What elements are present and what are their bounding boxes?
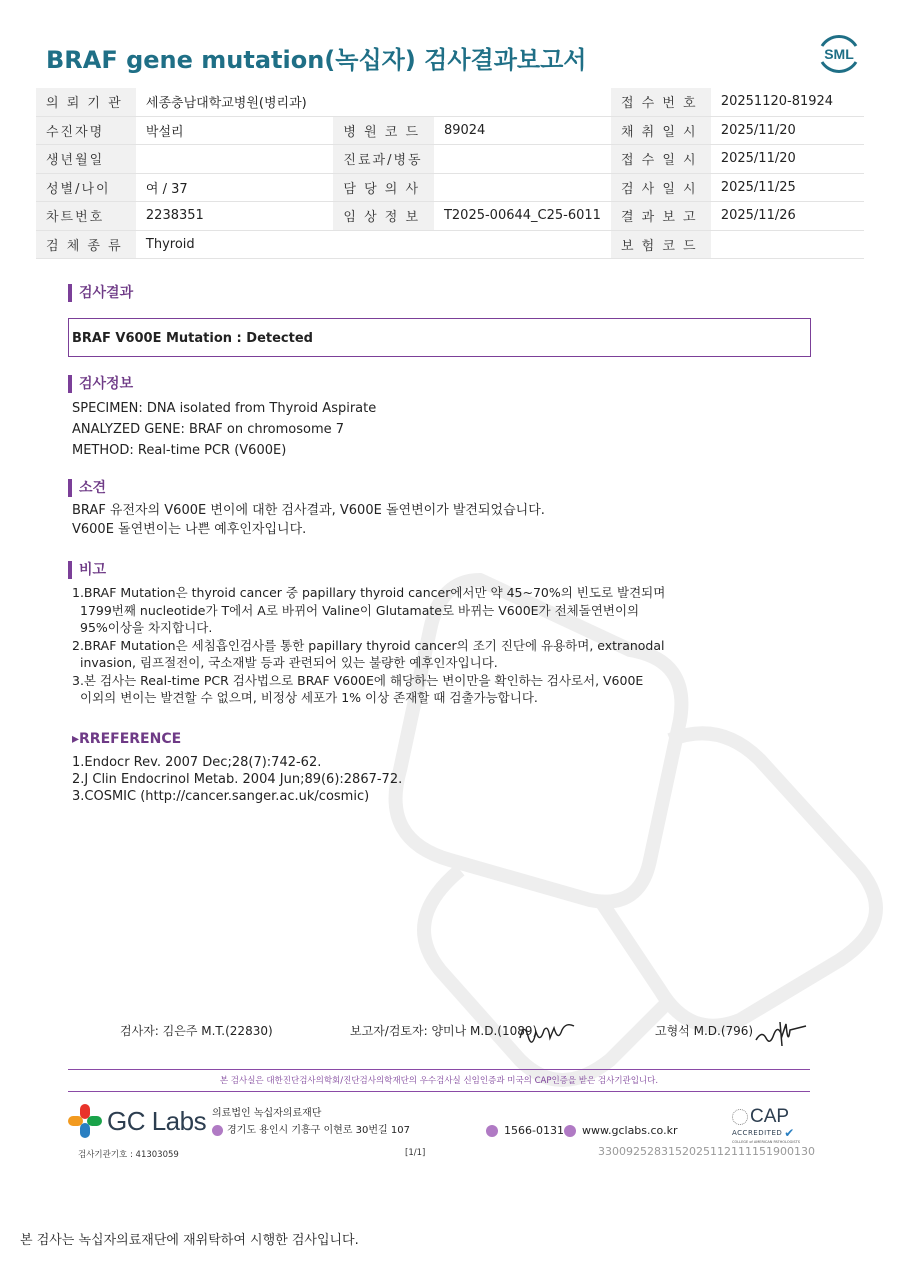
info-value: Thyroid: [136, 230, 334, 259]
info-value: [434, 230, 611, 259]
report-title: BRAF gene mutation(녹십자) 검사결과보고서: [46, 46, 587, 74]
notes-line: invasion, 림프절전이, 국소재발 등과 관련되어 있는 불량한 예후인자입니다.: [80, 655, 498, 670]
info-row: [36, 173, 864, 202]
result-box: BRAF V600E Mutation : Detected: [68, 318, 811, 357]
patient-info-table: [36, 88, 864, 259]
info-label: 접 수 일 시: [611, 145, 711, 174]
info-value: [434, 145, 611, 174]
gc-labs-logo: [68, 1104, 206, 1138]
info-value: 2025/11/25: [711, 173, 864, 202]
reference-title: ▸RREFERENCE: [72, 731, 182, 747]
finding-text: [72, 501, 545, 539]
info-value: 세종충남대학교병원(병리과): [136, 88, 334, 116]
info-label: 성별/나이: [36, 173, 136, 202]
reference-item: 1.Endocr Rev. 2007 Dec;28(7):742-62.: [72, 755, 322, 770]
info-label: 결 과 보 고: [611, 202, 711, 231]
info-label: 수진자명: [36, 116, 136, 145]
finding-line: V600E 돌연변이는 나쁜 예후인자입니다.: [72, 522, 307, 537]
doctor-signature: 고형석 M.D.(796): [655, 1024, 754, 1038]
result-section-title: 검사결과: [68, 284, 133, 302]
info-label: 담 당 의 사: [333, 173, 434, 202]
info-label: 보 험 코 드: [611, 230, 711, 259]
website-link: www.gclabs.co.kr: [582, 1124, 678, 1137]
info-value: [711, 230, 864, 259]
footer-divider-top: [68, 1069, 810, 1070]
phone-contact: [486, 1124, 564, 1137]
phone-icon: [486, 1125, 498, 1137]
home-icon: [564, 1125, 576, 1137]
info-value: [136, 145, 334, 174]
info-value: 2025/11/20: [711, 116, 864, 145]
sml-logo-text: SML: [824, 46, 854, 62]
info-row: [36, 145, 864, 174]
cap-accredited-text: ACCREDITED: [732, 1129, 783, 1137]
info-label: 검 체 종 류: [36, 230, 136, 259]
reference-item: 2.J Clin Endocrinol Metab. 2004 Jun;89(6):2867-72.: [72, 772, 403, 787]
certification-note: 본 검사실은 대한진단검사의학회/진단검사의학재단의 우수검사실 신임인증과 미국의 CAP인증을 받은 검사기관입니다.: [219, 1076, 659, 1086]
method-line: METHOD: Real-time PCR (V600E): [72, 443, 287, 458]
analyzed-gene-line: ANALYZED GENE: BRAF on chromosome 7: [72, 422, 345, 437]
institution-number: 검사기관기호 : 41303059: [78, 1150, 179, 1160]
test-info-text: [72, 398, 376, 461]
reporter-signature: 보고자/검토자: 양미나 M.D.(1089): [350, 1024, 538, 1038]
info-label: 의 뢰 기 관: [36, 88, 136, 116]
info-label: [333, 230, 434, 259]
finding-section-title: 소견: [68, 479, 106, 497]
info-row: [36, 116, 864, 145]
info-value: 여 / 37: [136, 173, 334, 202]
info-label: 진료과/병동: [333, 145, 434, 174]
notes-line: 1799번째 nucleotide가 T에서 A로 바뀌어 Valine이 Glutamate로 바뀌는 V600E가 전체돌연변이의: [80, 602, 640, 618]
check-icon: ✔: [784, 1126, 795, 1140]
info-label: 생년월일: [36, 145, 136, 174]
org-name: 의료법인 녹십자의료재단: [212, 1108, 322, 1119]
cap-text: CAP: [750, 1106, 790, 1127]
notes-line: 2.BRAF Mutation은 세침흡인검사를 통한 papillary thyroid cancer의 조기 진단에 유용하며, extranodal: [72, 637, 665, 653]
info-value: 박설리: [136, 116, 334, 145]
info-value: 20251120-81924: [711, 88, 864, 116]
notes-line: 1.BRAF Mutation은 thyroid cancer 중 papillary thyroid cancer에서만 약 45~70%의 빈도로 발견되며: [72, 585, 666, 600]
phone-number: 1566-0131: [504, 1124, 564, 1137]
info-value: [434, 88, 611, 116]
info-label: 차트번호: [36, 202, 136, 231]
info-label: [333, 88, 434, 116]
barcode-number: 3300925283152025112111151900130: [598, 1145, 815, 1158]
specimen-line: SPECIMEN: DNA isolated from Thyroid Aspirate: [72, 401, 377, 416]
footer-divider-bottom: [68, 1091, 810, 1092]
notes-line: 이외의 변이는 발견할 수 없으며, 비정상 세포가 1% 이상 존재할 때 검출가능합니다.: [80, 690, 538, 705]
info-value: [434, 173, 611, 202]
org-address: 경기도 용인시 기흥구 이현로 30번길 107: [227, 1125, 410, 1136]
info-row: [36, 202, 864, 231]
info-value: T2025-00644_C25-6011: [434, 202, 611, 231]
bottom-note: 본 검사는 녹십자의료재단에 재위탁하여 시행한 검사입니다.: [20, 1233, 359, 1248]
info-value: 2025/11/26: [711, 202, 864, 231]
info-label: 접 수 번 호: [611, 88, 711, 116]
test-info-section-title: 검사정보: [68, 375, 133, 393]
info-label: 임 상 정 보: [333, 202, 434, 231]
cap-small-text: COLLEGE of AMERICAN PATHOLOGISTS: [732, 1140, 800, 1144]
info-label: 검 사 일 시: [611, 173, 711, 202]
reference-list: [72, 754, 402, 805]
website-contact: [564, 1124, 678, 1137]
notes-section-title: 비고: [68, 561, 106, 579]
finding-line: BRAF 유전자의 V600E 변이에 대한 검사결과, V600E 돌연변이가 발견되었습니다.: [72, 503, 545, 518]
reporter-handwritten-signature: [516, 1018, 578, 1048]
reference-item: 3.COSMIC (http://cancer.sanger.ac.uk/cosmic): [72, 789, 370, 804]
examiner-signature: 검사자: 김은주 M.T.(22830): [120, 1024, 273, 1038]
notes-text: [72, 584, 665, 707]
info-row: [36, 230, 864, 259]
cap-accredited-logo: [732, 1106, 812, 1144]
doctor-handwritten-signature: [752, 1016, 808, 1052]
info-label: 병 원 코 드: [333, 116, 434, 145]
org-info: [212, 1105, 410, 1139]
info-row: [36, 88, 864, 116]
info-label: 채 취 일 시: [611, 116, 711, 145]
sml-logo: [816, 30, 862, 76]
info-value: 2025/11/20: [711, 145, 864, 174]
location-icon: [212, 1125, 223, 1136]
notes-line: 3.본 검사는 Real-time PCR 검사법으로 BRAF V600E에 해당하는 변이만을 확인하는 검사로서, V600E: [72, 672, 644, 688]
notes-line: 95%이상을 차지합니다.: [80, 620, 213, 635]
gc-labs-logo-text: GC Labs: [107, 1105, 207, 1136]
gc-cross-icon: [68, 1104, 102, 1138]
page-number: [1/1]: [405, 1148, 426, 1158]
cap-seal-icon: [732, 1109, 748, 1125]
info-value: 89024: [434, 116, 611, 145]
info-value: 2238351: [136, 202, 334, 231]
